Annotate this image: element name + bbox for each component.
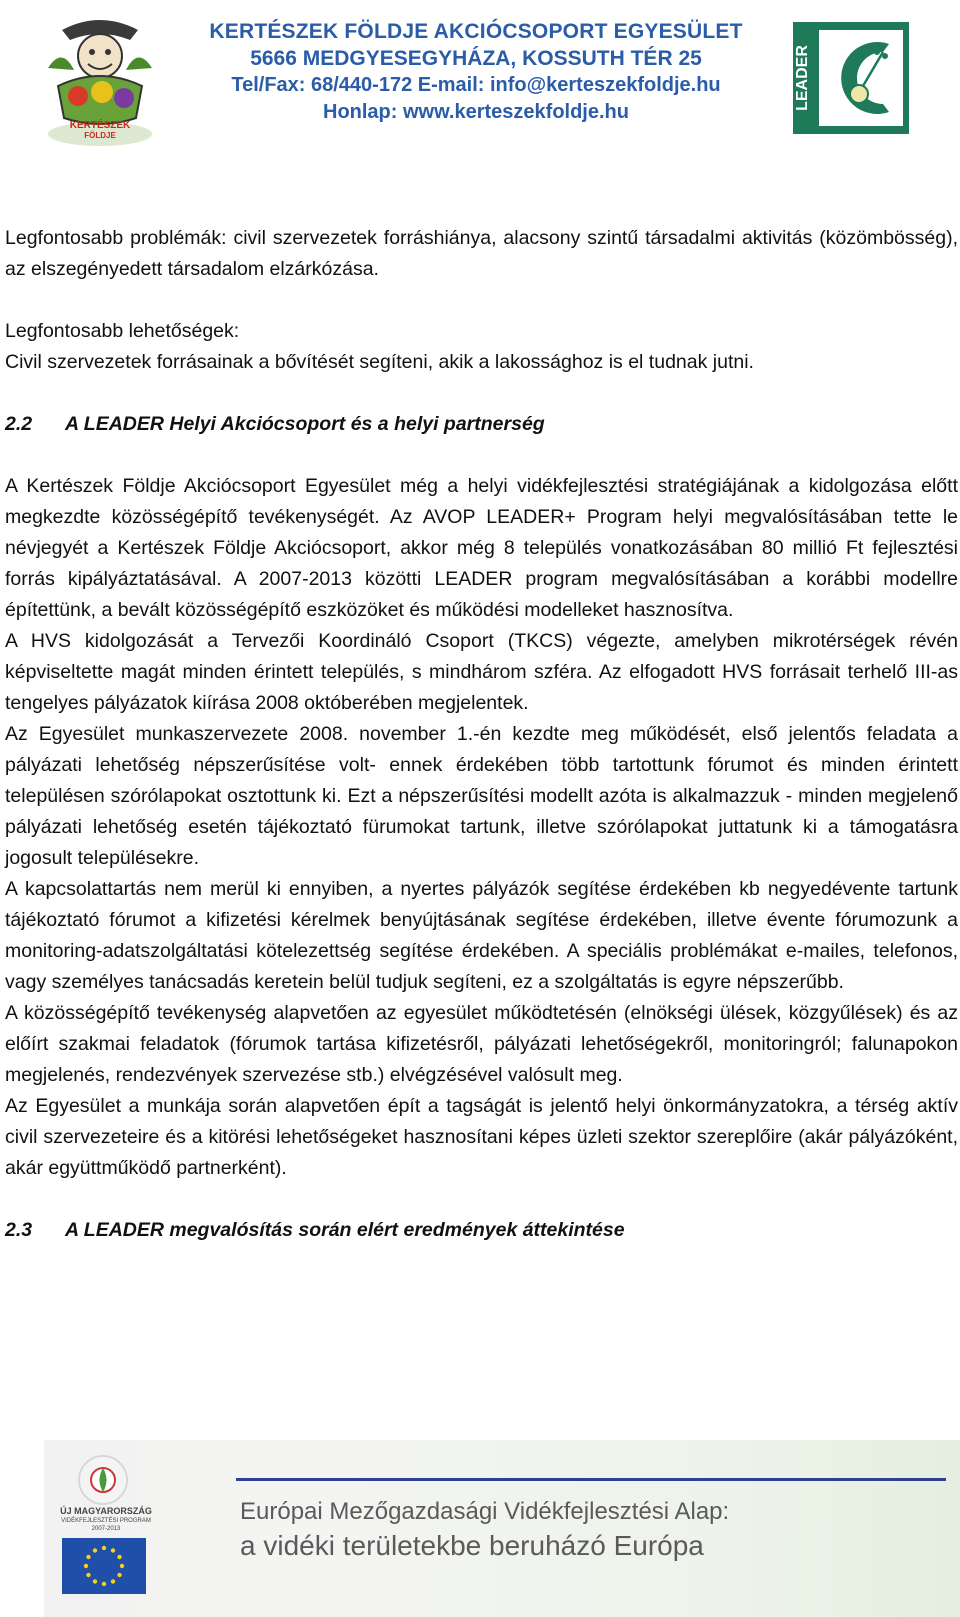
document-body <box>5 223 958 1246</box>
paragraph-contact: A kapcsolattartás nem merül ki ennyiben, a nyertes pályázók segítése érdekében kb negyedévente tartunk tájékoztató fórumot a kifizetési kérelmek benyújtásának segítése érdekében, illetve évente fórumozunk a monitoring-adatszolgáltatási kötelezettség segítése érdekében. A speciális problémákat e-mailes, telefonos, vagy személyes tanácsadás keretein belül tudjuk segíteni, ez a szolgáltatás is egyre népszerűbb. <box>5 878 958 993</box>
org-address: 5666 MEDGYESEGYHÁZA, KOSSUTH TÉR 25 <box>250 47 702 70</box>
leader-logo <box>793 22 909 134</box>
uj-magyarorszag-logo <box>58 1450 148 1550</box>
section-title: A LEADER megvalósítás során elért eredmények áttekintése <box>65 1219 625 1241</box>
leader-logo-text: LEADER <box>794 45 811 111</box>
program-name: ÚJ MAGYARORSZÁG <box>60 1506 152 1516</box>
paragraph-organization: Az Egyesület munkaszervezete 2008. november 1.-én kezdte meg működését, első jelentős feladata a pályázati lehetőség népszerűsítése volt- ennek érdekében több tartottunk fórumot és minden érintett településen szórólapokat osztottunk ki. Ezt a népszerűsítési modellt azóta is alkalmazzuk - minden megjelenő pályázati lehetőség esetén tájékoztató fürumokat tartunk, illetve szórólapokat juttatunk ki a támogatásra jogosult településekre. <box>5 723 958 869</box>
section-heading-2-2 <box>5 409 958 440</box>
paragraph-opportunities-text: Civil szervezetek forrásainak a bővítését segíteni, akik a lakossághoz is el tudnak jutni. <box>5 351 754 373</box>
organization-info <box>206 18 746 126</box>
paragraph-opportunities-label: Legfontosabb lehetőségek: <box>5 320 240 342</box>
section-number: 2.2 <box>5 413 33 435</box>
section-heading-2-3 <box>5 1215 958 1246</box>
paragraph-problems: Legfontosabb problémák: civil szervezetek forráshiánya, alacsony szintű társadalmi aktivitás (közömbösség), az elszegényedett társadalom elzárkózása. <box>5 227 958 280</box>
program-label <box>56 1506 156 1533</box>
kerteszek-foldje-logo <box>44 6 156 148</box>
section-number: 2.3 <box>5 1219 33 1241</box>
eu-flag-icon <box>62 1538 146 1594</box>
svg-text:FÖLDJE: FÖLDJE <box>84 131 116 140</box>
program-subtitle: VIDÉKFEJLESZTÉSI PROGRAM 2007-2013 <box>61 1518 151 1532</box>
org-name: KERTÉSZEK FÖLDJE AKCIÓCSOPORT EGYESÜLET <box>209 20 743 43</box>
fund-line-1: Európai Mezőgazdasági Vidékfejlesztési Alap: <box>240 1498 730 1525</box>
footer-divider <box>236 1478 946 1481</box>
paragraph-history: A Kertészek Földje Akciócsoport Egyesület még a helyi vidékfejlesztési stratégiájának a kidolgozása előtt megkezdte közösségépítő tevékenységét. Az AVOP LEADER+ Program helyi megvalósításában tette le névjegyét a Kertészek Földje Akciócsoport, akkor még 8 település vonatkozásában 80 millió Ft fejlesztési forrás kipályáztatásával. A 2007-2013 közötti LEADER program megvalósításában a korábbi modellre építettünk, a bevált közösségépítő eszközöket és működési modelleket hasznosítva. <box>5 475 958 621</box>
footer-banner <box>0 1440 960 1617</box>
section-title: A LEADER Helyi Akciócsoport és a helyi partnerség <box>65 413 545 435</box>
paragraph-community: A közösségépítő tevékenység alapvetően az egyesület működtetésén (elnökségi ülések, közgyűlések) és az előírt szakmai feladatok (fórumok tartása kifizetésről, pályázati lehetőségekről, monitoringról; falunapokon megjelenés, rendezvények szervezése stb.) elvégzésével valósult meg. <box>5 1002 958 1086</box>
paragraph-hvs: A HVS kidolgozását a Tervezői Koordináló Csoport (TKCS) végezte, amelyben mikrotérségek révén képviseltette magát minden érintett település, s mindhárom szféra. Az elfogadott HVS forrásait terhelő III-as tengelyes pályázatok kiírása 2008 októberében megjelentek. <box>5 630 958 714</box>
paragraph-membership: Az Egyesület a munkája során alapvetően épít a tagságát is jelentő helyi önkormányzatokra, a térség aktív civil szervezeteire és a kitörési lehetőségeket hasznosítani képes üzleti szektor szereplőire (akár pályázóként, akár együttműködő partnerként). <box>5 1095 958 1179</box>
fund-title <box>240 1496 940 1564</box>
letterhead <box>0 0 960 160</box>
org-contact: Tel/Fax: 68/440-172 E-mail: info@kerteszekfoldje.hu <box>231 74 721 96</box>
svg-text:KERTÉSZEK: KERTÉSZEK <box>69 120 131 131</box>
fund-line-2: a vidéki területekbe beruházó Európa <box>240 1530 704 1561</box>
org-website: Honlap: www.kerteszekfoldje.hu <box>323 101 629 123</box>
